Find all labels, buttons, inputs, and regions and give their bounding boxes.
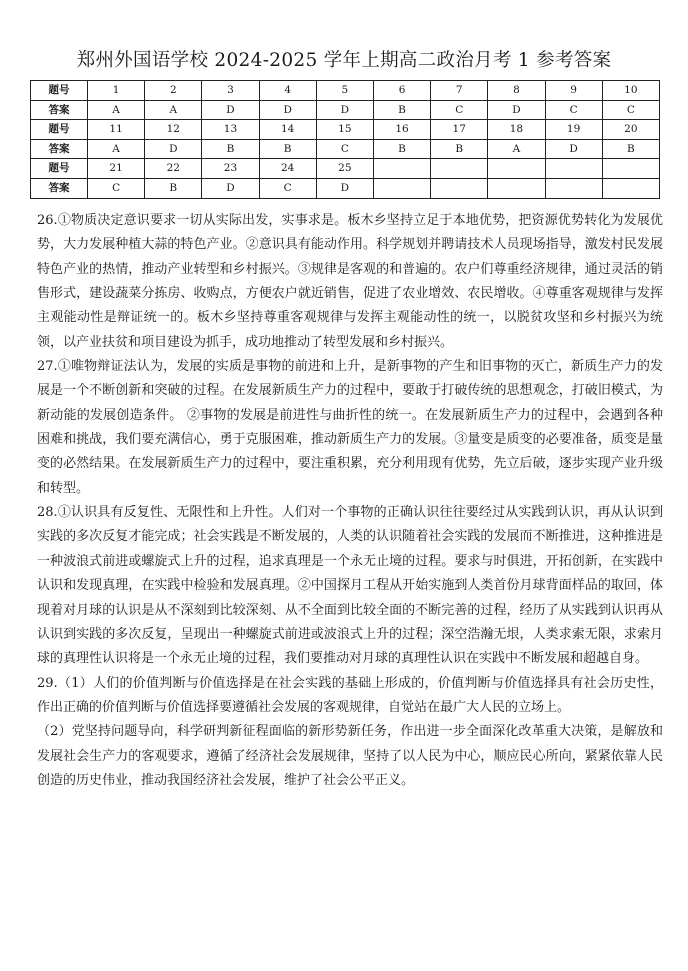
- answer-body: [37, 209, 663, 793]
- answer-cell: B: [431, 139, 488, 159]
- question-number-cell: 22: [145, 159, 202, 179]
- answer-cell: B: [259, 139, 316, 159]
- answer-26: 26.①物质决定意识要求一切从实际出发，实事求是。板木乡坚持立足于本地优势，把资源优势转化为发展优势，大力发展种植大蒜的特色产业。②意识具有能动作用。科学规划并聘请技术人员现场指导，激发村民发展特色产业的热情，推动产业转型和乡村振兴。③规律是客观的和普遍的。农户们尊重经济规律，通过灵活的销售形式，建设蔬菜分拣房、收购点，方便农户就近销售，促进了农业增效、农民增收。④尊重客观规律与发挥主观能动性是辩证统一的。板木乡坚持尊重客观规律与发挥主观能动性的统一，以脱贫攻坚和乡村振兴为统领，以产业扶贫和项目建设为抓手，成功地推动了转型发展和乡村振兴。: [37, 213, 663, 350]
- question-number-cell: [431, 159, 488, 179]
- answer-cell: [602, 178, 659, 198]
- question-number-cell: 16: [373, 120, 430, 140]
- question-number-cell: [545, 159, 602, 179]
- answer-cell: A: [488, 139, 545, 159]
- answer-cell: [545, 178, 602, 198]
- answer-cell: [431, 178, 488, 198]
- answer-table: [30, 80, 660, 199]
- question-number-cell: 13: [202, 120, 259, 140]
- question-number-cell: 15: [316, 120, 373, 140]
- answer-29-part-1: 29.（1）人们的价值判断与价值选择是在社会实践的基础上形成的，价值判断与价值选择具有社会历史性，作出正确的价值判断与价值选择要遵循社会发展的客观规律，自觉站在最广大人民的立场上。: [37, 675, 663, 715]
- answer-cell: C: [545, 100, 602, 120]
- question-number-cell: 3: [202, 81, 259, 101]
- answer-cell: C: [431, 100, 488, 120]
- answer-header: 答案: [31, 178, 88, 198]
- question-number-cell: 5: [316, 81, 373, 101]
- answer-cell: B: [602, 139, 659, 159]
- question-number-cell: 23: [202, 159, 259, 179]
- question-number-header: 题号: [31, 81, 88, 101]
- answer-cell: D: [145, 139, 202, 159]
- question-number-cell: 19: [545, 120, 602, 140]
- answer-cell: D: [545, 139, 602, 159]
- answer-cell: C: [88, 178, 145, 198]
- answer-cell: D: [488, 100, 545, 120]
- question-number-cell: [373, 159, 430, 179]
- question-number-cell: 24: [259, 159, 316, 179]
- table-row: [31, 120, 660, 140]
- answer-cell: B: [373, 100, 430, 120]
- answer-cell: A: [88, 139, 145, 159]
- table-row: [31, 139, 660, 159]
- answer-29-part-2: （2）党坚持问题导向，科学研判新征程面临的新形势新任务，作出进一步全面深化改革重大决策，是解放和发展社会生产力的客观要求，遵循了经济社会发展规律，坚持了以人民为中心，顺应民心所向，紧紧依靠人民创造的历史伟业，推动我国经济社会发展，维护了社会公平正义。: [37, 724, 663, 788]
- answer-cell: [488, 178, 545, 198]
- table-row: [31, 81, 660, 101]
- question-number-cell: [488, 159, 545, 179]
- question-number-cell: 14: [259, 120, 316, 140]
- answer-cell: B: [373, 139, 430, 159]
- answer-cell: C: [316, 139, 373, 159]
- answer-cell: B: [145, 178, 202, 198]
- answer-cell: A: [88, 100, 145, 120]
- answer-cell: D: [202, 178, 259, 198]
- question-number-cell: 25: [316, 159, 373, 179]
- answer-cell: C: [602, 100, 659, 120]
- question-number-cell: [602, 159, 659, 179]
- answer-header: 答案: [31, 100, 88, 120]
- question-number-cell: 7: [431, 81, 488, 101]
- answer-28: 28.①认识具有反复性、无限性和上升性。人们对一个事物的正确认识往往要经过从实践到认识，再从认识到实践的多次反复才能完成；社会实践是不断发展的，人类的认识随着社会实践的发展而不断推进，这种推进是一种波浪式前进或螺旋式上升的过程，追求真理是一个永无止境的过程。要求与时俱进，开拓创新，在实践中认识和发现真理，在实践中检验和发展真理。②中国探月工程从开始实施到人类首份月球背面样品的取回，体现着对月球的认识是从不深刻到比较深刻、从不全面到比较全面的不断完善的过程，经历了从实践到认识再从认识到实践的多次反复，呈现出一种螺旋式前进或波浪式上升的过程；深空浩瀚无垠，人类求索无限，求索月球的真理性认识将是一个永无止境的过程，我们要推动对月球的真理性认识在实践中不断发展和超越自身。: [37, 505, 663, 667]
- answer-27: 27.①唯物辩证法认为，发展的实质是事物的前进和上升，是新事物的产生和旧事物的灭亡，新质生产力的发展是一个不断创新和突破的过程。在发展新质生产力的过程中，要敢于打破传统的思想观念，打破旧模式，为新动能的发展创造条件。 ②事物的发展是前进性与曲折性的统一。在发展新质生产力的过程中，会遇到各种困难和挑战，我们要充满信心，勇于克服困难，推动新质生产力的发展。③量变是质变的必要准备，质变是量变的必然结果。在发展新质生产力的过程中，要注重积累，充分利用现有优势，先立后破，逐步实现产业升级和转型。: [37, 359, 663, 496]
- question-number-cell: 1: [88, 81, 145, 101]
- table-row: [31, 178, 660, 198]
- answer-cell: D: [316, 100, 373, 120]
- question-number-cell: 4: [259, 81, 316, 101]
- answer-cell: [373, 178, 430, 198]
- question-number-cell: 12: [145, 120, 202, 140]
- question-number-header: 题号: [31, 159, 88, 179]
- answer-cell: C: [259, 178, 316, 198]
- question-number-cell: 8: [488, 81, 545, 101]
- question-number-cell: 20: [602, 120, 659, 140]
- question-number-cell: 21: [88, 159, 145, 179]
- question-number-cell: 10: [602, 81, 659, 101]
- answer-cell: B: [202, 139, 259, 159]
- answer-header: 答案: [31, 139, 88, 159]
- table-row: [31, 159, 660, 179]
- question-number-cell: 17: [431, 120, 488, 140]
- question-number-cell: 6: [373, 81, 430, 101]
- question-number-cell: 2: [145, 81, 202, 101]
- answer-cell: D: [202, 100, 259, 120]
- answer-cell: D: [316, 178, 373, 198]
- table-row: [31, 100, 660, 120]
- answer-cell: D: [259, 100, 316, 120]
- question-number-cell: 18: [488, 120, 545, 140]
- answer-cell: A: [145, 100, 202, 120]
- page-title: 郑州外国语学校 2024-2025 学年上期高二政治月考 1 参考答案: [76, 50, 612, 71]
- question-number-header: 题号: [31, 120, 88, 140]
- question-number-cell: 9: [545, 81, 602, 101]
- question-number-cell: 11: [88, 120, 145, 140]
